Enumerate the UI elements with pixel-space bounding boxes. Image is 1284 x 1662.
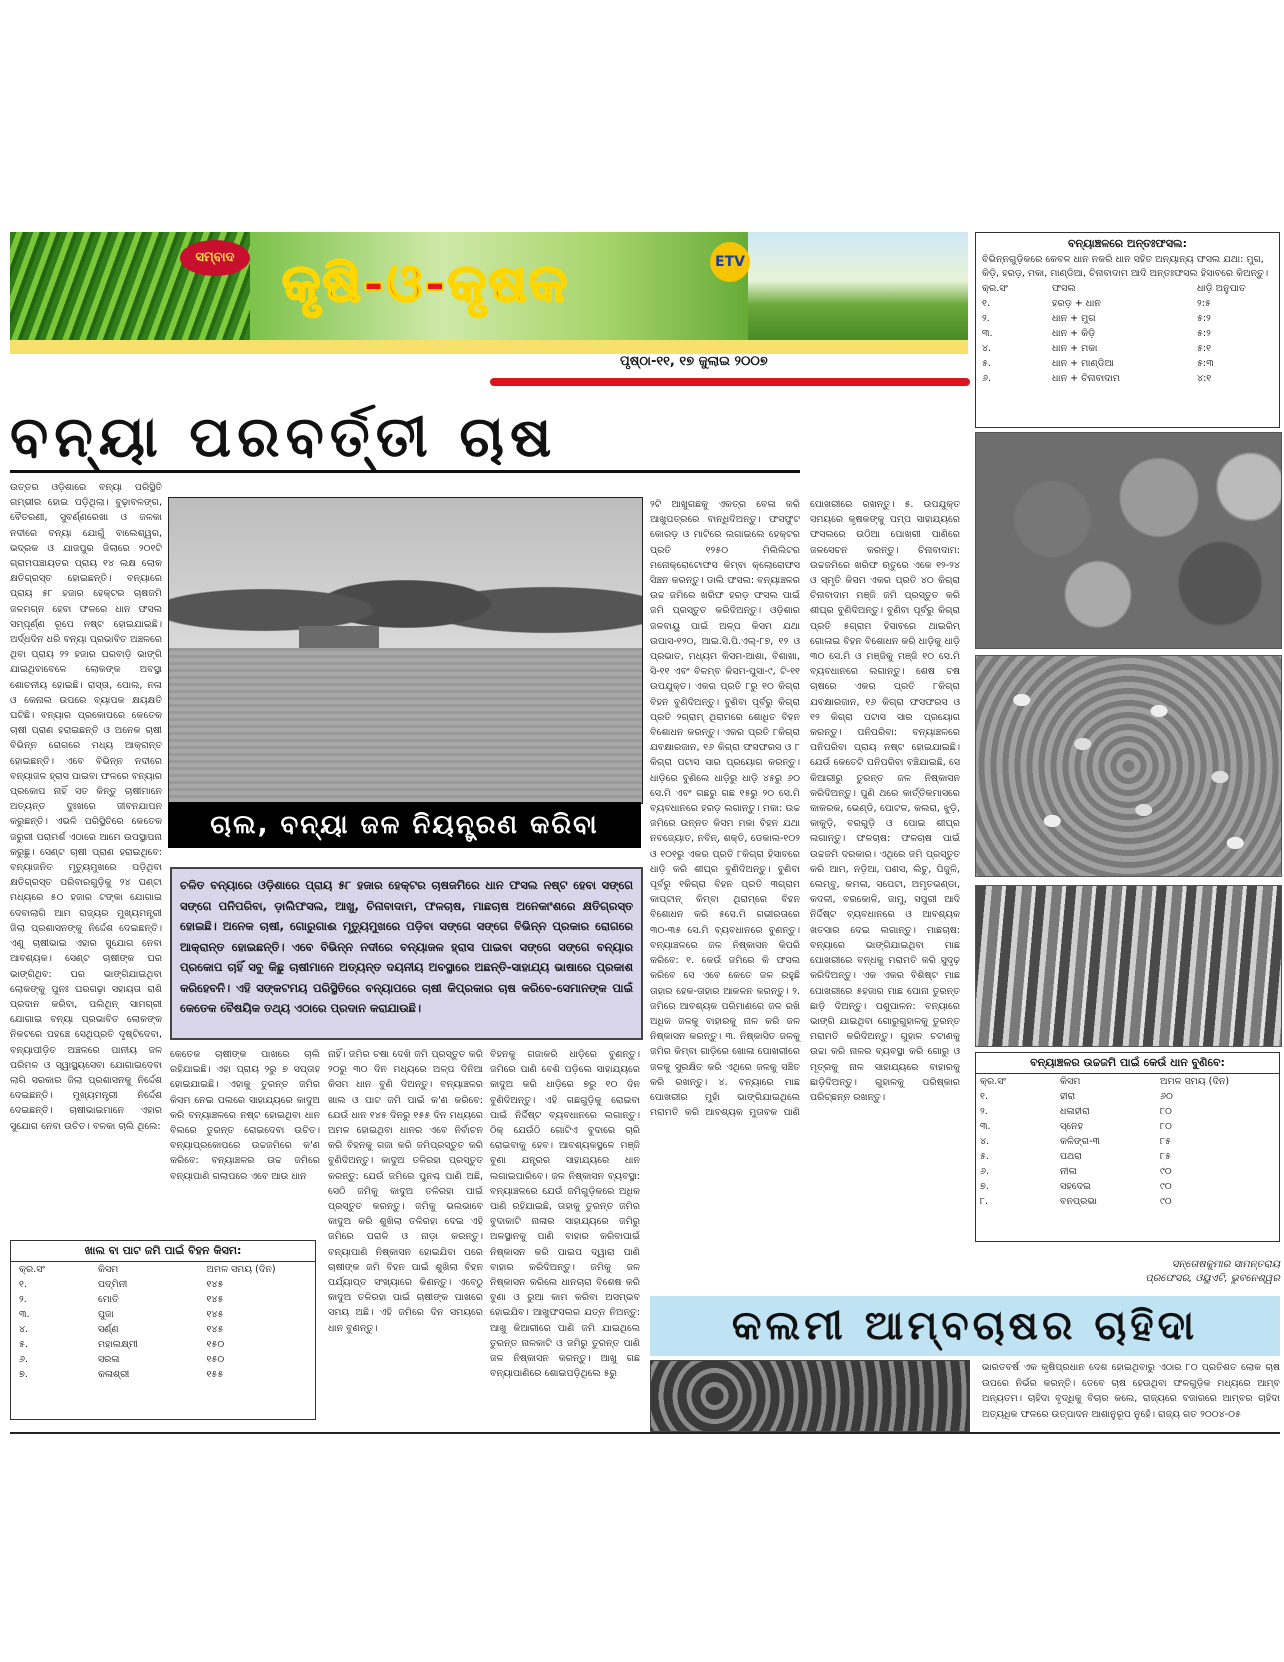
cell: ସର୍ଣ୍ଣ xyxy=(97,1324,119,1335)
mango-subheadline: କଲମୀ ଆମ୍ବଚାଷର ଚାହିଦା xyxy=(650,1296,1280,1356)
cell: ଧାନ + ମାଣ୍ଡିଆ xyxy=(1052,358,1114,369)
cell: ୫. xyxy=(19,1339,28,1350)
dateline: ପୃଷ୍ଠା-୧୧, ୧୭ ଜୁଲାଇ ୨୦୦୭ xyxy=(620,354,768,369)
cell: ୬. xyxy=(19,1354,28,1365)
cell: ସରଳା xyxy=(97,1354,120,1365)
cell: ୪. xyxy=(19,1324,29,1335)
table-row xyxy=(982,356,1273,371)
cell: ୯୦ xyxy=(1160,1196,1172,1207)
table-row xyxy=(982,371,1273,386)
cell: ୧୪୫ xyxy=(206,1294,224,1305)
upland-varieties-table xyxy=(975,1052,1280,1242)
cell: ୩. xyxy=(982,328,993,339)
cell: ପଥରା xyxy=(1060,1151,1082,1162)
cell: ୬. xyxy=(980,1166,989,1177)
table-row xyxy=(11,1292,315,1307)
table-row xyxy=(982,311,1273,326)
cell: ୫:୨ xyxy=(1197,328,1211,339)
cell: ୨:୫ xyxy=(1197,298,1211,309)
cell: ୫:୩ xyxy=(1197,358,1214,369)
article-column-3: ନାହିଁ। ଜମିର ଚଷା ଦେଖି ଜମି ପ୍ରସ୍ତୁତ କରି ୨୦ରୁ ୩୦ ଦିନ ମଧ୍ୟରେ ଅଳ୍ପ ଦିନିଆ କିସମ ଧାନ ବୁଣି ଦିଅନ୍ତୁ। ବନ୍ୟାଞ୍ଚଳର ଖାଲ ଓ ପାଟ ଜମି ପାଇଁ କ'ଣ କରିବେ: ଯେଉଁ ଧାନ ୧୪୫ ଦିନରୁ ୧୫୫ ଦିନ ମଧ୍ୟରେ ଅମଳ ହୋଇଥିବା ଧାନର ଏବେ ନିର୍ବାଚନ କରି ବିହନକୁ ଗଜା କରି ଜମିପ୍ରସ୍ତୁତ କରି ବୁଣିଦିଅନ୍ତୁ। କାଦୁଅ ତଳିରହା ପ୍ରସ୍ତୁତ କରନ୍ତୁ: ଯେଉଁ ଜମିରେ ପୁନଶ୍ଚ ପାଣି ଅଛି, ସେଠି ଜମିକୁ କାଦୁଅ ତଳିରହା ପାଇଁ ପ୍ରସ୍ତୁତ କରନ୍ତୁ। ଜମିକୁ ଭଲଭାବେ କାଦୁଅ କରି ଶୁଖିଲା ତଳିରହା ଦେଇ ଏହି ଜମିରେ ପରାଳି ଓ ନାଡ଼ା କରନ୍ତୁ। ବନ୍ୟାପାଣି ନିଷ୍କାସନ ହୋଇଯିବା ପରେ ଚାଷୀଙ୍କ ଜମି ବିହନ ପାଇଁ ଶୁଖିଲା ବିହନ ପର୍ଯ୍ୟାପ୍ତ ସଂଖ୍ୟାରେ କିଣନ୍ତୁ। ଏବେଠୁ କାଦୁଅ ତଳିରହା ପାଇଁ ଚାଷୀଙ୍କ ପାଖରେ ସମୟ ଅଛି। ଏହି ଜମିରେ ଦିନ ସମୟରେ ଧାନ ବୁଣନ୍ତୁ। xyxy=(328,1049,483,1334)
table-row xyxy=(11,1352,315,1367)
table-header-row xyxy=(976,1074,1279,1089)
author-byline xyxy=(975,1258,1280,1286)
table-row xyxy=(976,1179,1279,1194)
cell: ପଦ୍ମିନୀ xyxy=(97,1279,128,1290)
page-headline: ବନ୍ୟା ପରବର୍ତ୍ତୀ ଚାଷ xyxy=(10,404,558,470)
cell: ୨. xyxy=(980,1106,988,1117)
photo-floodwater xyxy=(169,648,642,803)
header-cell: ଅମଳ ସମୟ (ଦିନ) xyxy=(206,1264,276,1275)
mango-article-text: ଭାରତବର୍ଷ ଏକ କୃଷିପ୍ରଧାନ ଦେଶ ହୋଇଥିବାରୁ ଏଠାର ୮୦ ପ୍ରତିଶତ ଲୋକ ଚାଷ ଉପରେ ନିର୍ଭର କରନ୍ତି। ତେବେ ଚାଷ ହେଉଥିବା ଫଳଗୁଡ଼ିକ ମଧ୍ୟରେ ଆମ୍ବ ଅନ୍ୟତମ। ଚାହିଦା ବୃଦ୍ଧିକୁ ବିଚାର କଲେ, ରାଜ୍ୟରେ ବଜାରରେ ଆମ୍ବର ଚାହିଦା ଅତ୍ୟଧିକ ଫଳରେ ଉତ୍ପାଦନ ଆଶାନୁରୂପ ନୁହେଁ। ରାଜ୍ୟ ଗତ ୨୦୦୪-୦୫ xyxy=(982,1362,1280,1420)
cell: ୨. xyxy=(982,313,990,324)
cell: ଧଳାହୀରା xyxy=(1060,1106,1090,1117)
cell: ଧାନ + ମକା xyxy=(1052,343,1098,354)
cell: କଳାଶ୍ରୀ xyxy=(97,1369,130,1380)
cell: ୬. xyxy=(982,373,991,384)
mango-photo xyxy=(650,1360,970,1432)
cell: ଧାନ + କିଡ଼ି xyxy=(1052,328,1096,339)
farmer-ox-plough-graphic xyxy=(748,232,968,354)
table-title: ବନ୍ୟାଞ୍ଚଳରେ ଅନ୍ତଃଫସଲ: xyxy=(1068,237,1187,250)
page-bottom-rule xyxy=(10,1432,1280,1434)
cell: ମହାଲକ୍ଷ୍ମୀ xyxy=(97,1339,138,1350)
red-divider xyxy=(490,378,970,386)
cell: ହରଡ଼ + ଧାନ xyxy=(1052,298,1101,309)
cell: ୧୫୫ xyxy=(206,1369,224,1380)
table-row xyxy=(976,1164,1279,1179)
table-header-row xyxy=(982,281,1273,296)
cell: ୫. xyxy=(980,1151,989,1162)
article-column-2: କେତେକ ଚାଷୀଙ୍କ ପାଖରେ ଚାଲି ରହିଯାଇଛି। ଏହା ପ୍ରାୟ ୨ରୁ ୭ ସପ୍ତାହ ହୋଇଯାଇଛି। ଏହାକୁ ତୁରନ୍ତ ଜମିର କିସମ ନେଇ ପଲରେ ସାହାଯ୍ୟରେ କାଦୁଅ କରି ବନ୍ୟାଞ୍ଚଳରେ ନଷ୍ଟ ହୋଇଥିବା ଧାନ ବିଲରେ ତୁରନ୍ତ ରୋଇଦେବା ଉଚିତ। ବନ୍ୟାପ୍ରକୋପରେ ଉଚ୍ଚଜମିରେ କ'ଣ କରିବେ: ବନ୍ୟାଞ୍ଚଳର ଉଚ୍ଚ ଜମିରେ ବନ୍ୟାପାଣି ଗଲାପରେ ଏବେ ଆଉ ଧାନ xyxy=(170,1049,320,1182)
etv-logo: ETV xyxy=(710,242,750,282)
author-name: ସନ୍ତୋଷକୁମାର ସାମନ୍ତରାୟ xyxy=(1171,1259,1280,1270)
table-row xyxy=(976,1119,1279,1134)
table-row xyxy=(982,326,1273,341)
intro-box: ଚଳିତ ବନ୍ୟାରେ ଓଡ଼ିଶାରେ ପ୍ରାୟ ୫୮ ହଜାର ହେକ୍ଟର ଚାଷଜମିରେ ଧାନ ଫସଲ ନଷ୍ଟ ହେବା ସଙ୍ଗେ ସଙ୍ଗେ ପନିପରିବା, ଡ଼ାଲିଫସଲ, ଆଖୁ, ଚିନାବାଦାମ, ଫଳଚାଷ, ମାଛଚାଷ ଅନେକାଂଶରେ କ୍ଷତିଗ୍ରସ୍ତ ହୋଇଛି। ଅନେକ ଚାଷୀ, ଗୋରୁଗାଈ ମୃତ୍ୟୁମୁଖରେ ପଡ଼ିବା ସଙ୍ଗେ ସଙ୍ଗେ ବିଭିନ୍ନ ପ୍ରକାର ରୋଗରେ ଆକ୍ରାନ୍ତ ହୋଇଛନ୍ତି। ଏବେ ବିଭିନ୍ନ ନଦୀରେ ବନ୍ୟାଜଳ ହ୍ରାସ ପାଇବା ସଙ୍ଗେ ସଙ୍ଗେ ବନ୍ୟାର ପ୍ରକୋପ ଚାହିଁ ସବୁ କିଛୁ ଚାଷୀମାନେ ଅତ୍ୟନ୍ତ ଦୟନୀୟ ଅବସ୍ଥାରେ ଅଛନ୍ତି-ସାହାଯ୍ୟ ଭାଷାରେ ପ୍ରକାଶ କରିହେବନି। ଏହି ସଙ୍କଟମୟ ପରିସ୍ଥିତିରେ ବନ୍ୟାପରେ ଚାଷୀ କିପ୍ରକାର ଚାଷ କରିବେ-ସେମାନଙ୍କ ପାଇଁ କେତେକ ବୈଷୟିକ ତଥ୍ୟ ଏଠାରେ ପ୍ରଦାନ କରାଯାଉଛି। xyxy=(170,867,643,1040)
cell: ୮୫ xyxy=(1160,1151,1171,1162)
header-cell: ଧାଡ଼ି ଅନୁପାତ xyxy=(1197,283,1246,294)
table-row xyxy=(11,1367,315,1382)
table-row xyxy=(976,1104,1279,1119)
sugarcane-photo xyxy=(975,885,1282,1047)
cell: ୪. xyxy=(982,343,992,354)
cell: ଧାନ + ଚିନାବାଦାମ xyxy=(1052,373,1120,384)
cell: ୧୪୫ xyxy=(206,1324,224,1335)
cell: ସହଦେଇ xyxy=(1060,1181,1091,1192)
cell: ୭. xyxy=(19,1369,28,1380)
table-row xyxy=(976,1149,1279,1164)
table-row xyxy=(976,1089,1279,1104)
cell: ସ୍ନେହ xyxy=(1060,1121,1084,1132)
table-row xyxy=(11,1277,315,1292)
table-row xyxy=(976,1134,1279,1149)
article-column-1: ଉତ୍ତର ଓଡ଼ିଶାରେ ବନ୍ୟା ପରିସ୍ଥିତି ଗମ୍ଭୀର ହୋଇ ପଡ଼ିଥିଲା। ବୁଢ଼ାବଳଙ୍ଗ, ବୈତରଣୀ, ସୁବର୍ଣ୍ଣରେଖା ଓ ଜଳକା ନଦୀରେ ବନ୍ୟା ଯୋଗୁଁ ବାଲେଶ୍ୱର, ଭଦ୍ରକ ଓ ଯାଜପୁର ଜିଲାରେ ୨୦୧ଟି ଗ୍ରାମପଞ୍ଚାୟତର ପ୍ରାୟ ୧୪ ଲକ୍ଷ ଲୋକ କ୍ଷତିଗ୍ରସ୍ତ ହୋଇଛନ୍ତି। ବନ୍ୟାରେ ପ୍ରାୟ ୫୮ ହଜାର ହେକ୍ଟର ଚାଷଜମି ଜଳମଗ୍ନ ହେବା ଫଳରେ ଧାନ ଫସଲ ସମ୍ପୂର୍ଣ୍ଣ ରୂପେ ନଷ୍ଟ ହୋଇଯାଇଛି। ଅର୍ଦ୍ଧଦିନ ଧରି ବନ୍ୟା ପ୍ରଭାବିତ ଅଞ୍ଚଳରେ ଥିବା ପ୍ରାୟ ୨୨ ହଜାର ଘରବାଡ଼ି ଭାଙ୍ଗି ଯାଇଥିବାବେଳେ ଲୋକଙ୍କ ଅବସ୍ଥା ଶୋଚନୀୟ ହୋଇଛି। ରାସ୍ତା, ପୋଲ, ନଳା ଓ କେନାଲ ଉପରେ ବ୍ୟାପକ କ୍ଷୟକ୍ଷତି ଘଟିଛି। ବନ୍ୟାର ପ୍ରକୋପରେ କେତେକ ଚାଷୀ ପ୍ରାଣ ହରାଇଛନ୍ତି ଓ ଅନେକ ଚାଷୀ ବିଭିନ୍ନ ରୋଗରେ ମଧ୍ୟ ଆକ୍ରାନ୍ତ ହୋଇଛନ୍ତି। ଏବେ ବିଭିନ୍ନ ନଦୀରେ ବନ୍ୟାଜଳ ହ୍ରାସ ପାଇବା ଫଳରେ ବନ୍ୟାର ପ୍ରକୋପ ନାହିଁ ସତ କିନ୍ତୁ ଚାଷୀମାନେ ଅତ୍ୟନ୍ତ ଦୁଃଖରେ ଜୀବନଯାପନ କରୁଛନ୍ତି। ଏଭଳି ପରିସ୍ଥିତିରେ କେତେକ ଜରୁରୀ ପରାମର୍ଶ ଏଠାରେ ଆମେ ଉପସ୍ଥାପନା କରୁଛୁ। ସେଣ୍ଟ ଚାଷୀ ପ୍ରାଣ ହରାଇଥିବେ: ବନ୍ୟାଜନିତ ମୃତ୍ୟୁମୁଖରେ ପଡ଼ିଥିବା କ୍ଷତିଗ୍ରସ୍ତ ପରିବାରଗୁଡ଼ିକୁ ୨୪ ଘଣ୍ଟା ମଧ୍ୟରେ ୫୦ ହଜାର ଟଙ୍କା ଯୋଗାଇ ଦେବାଲାଗି ଆମ ରାଜ୍ୟର ମୁଖ୍ୟମନ୍ତ୍ରୀ ଜିଲା ପ୍ରଶାସନଙ୍କୁ ନିର୍ଦ୍ଦେଶ ଦେଇଛନ୍ତି। ଏଣୁ ଚାଷୀଭାଇ ଏହାର ସୁଯୋଗ ନେବା ଆବଶ୍ୟକ। ସେଣ୍ଟ ଚାଷୀଙ୍କ ଘର ଭାଙ୍ଗିଥିବ: ଘର ଭାଙ୍ଗିଯାଇଥିବା ଲୋକଙ୍କୁ ପୁନଃ ଘରଗଢ଼ା ସହାୟତା ରାଶି ପ୍ରଦାନ କରିବା, ପଲିଥିନ୍ ସାମଗ୍ରୀ ଯୋଗାଇ ବନ୍ୟା ପ୍ରଭାବିତ ଲୋକଙ୍କ ନିକଟରେ ପହଞ୍ଚେ ସେଥିପ୍ରତି ଦୃଷ୍ଟିଦେବା, ବନ୍ୟାପୀଡ଼ିତ ଅଞ୍ଚଳରେ ପାନୀୟ ଜଳ ପରିମଳ ଓ ସ୍ୱାସ୍ଥ୍ୟସେବା ଯୋଗାଇଦେବା ଲାଗି ସରକାର ଜିଲା ପ୍ରଶାସନକୁ ନିର୍ଦ୍ଦେଶ ଦେଇଛନ୍ତି। ମୁଖ୍ୟମନ୍ତ୍ରୀ ନିର୍ଦ୍ଦେଶ ଦେଇଛନ୍ତି। ଚାଷୀଭାଇମାନେ ଏହାର ସୁଯୋଗ ନେବା ଉଚିତ। ବଳକା ଚାଲି ଥିଲେ: xyxy=(10,482,162,1132)
sambad-brand: ସମ୍ବାଦ xyxy=(180,240,250,276)
header-cell: କ୍ର.ସଂ xyxy=(980,1076,1006,1087)
intercrop-table xyxy=(975,232,1280,428)
cell: ୬୦ xyxy=(1160,1091,1173,1102)
cell: ୧. xyxy=(980,1091,988,1102)
cell: ୪:୧ xyxy=(1197,373,1212,384)
banner-band xyxy=(10,340,968,354)
cell: ୧୫୦ xyxy=(206,1339,225,1350)
cell: ୧୪୫ xyxy=(206,1279,224,1290)
author-affiliation: ପ୍ରଫେସର, ଓୟୁଏଟି, ଭୁବନେଶ୍ୱର xyxy=(1145,1273,1280,1284)
cell: ୨. xyxy=(19,1294,27,1305)
cell: ବନପ୍ରଭା xyxy=(1060,1196,1097,1207)
table-header-row xyxy=(11,1262,315,1277)
masthead-banner xyxy=(10,232,968,354)
headline-rule xyxy=(10,470,800,473)
table-intro: ବିଭିନ୍ନଗୁଡ଼ିକରେ କେବଳ ଧାନ ନକରି ଧାନ ସହିତ ଅନ୍ୟାନ୍ୟ ଫସଲ ଯଥା: ମୁଗ, କିଡ଼ି, ହରଡ଼, ମକା, ମାଣ୍ଡିଆ, ଚିନାବାଦାମ ଆଦି ଅନ୍ତଃଫସଲ ହିସାବରେ କିଅନ୍ତୁ। xyxy=(982,254,1269,279)
cell: ୯୦ xyxy=(1160,1166,1172,1177)
groundnut-photo xyxy=(975,655,1282,877)
cell: ୫:୨ xyxy=(1197,313,1211,324)
cell: ୮୫ xyxy=(1160,1136,1171,1147)
table-row xyxy=(982,341,1273,356)
cell: ୮୦ xyxy=(1160,1106,1172,1117)
header-cell: କ୍ର.ସଂ xyxy=(982,283,1008,294)
table-row xyxy=(976,1194,1279,1209)
table-title: ବନ୍ୟାଞ୍ଚଳର ଉଚ୍ଚଜମି ପାଇଁ କେଉଁ ଧାନ ବୁଣିବେ: xyxy=(976,1053,1279,1074)
cell: ୮୦ xyxy=(1160,1121,1172,1132)
flood-photo xyxy=(168,497,643,804)
cell: ୩. xyxy=(19,1309,30,1320)
header-cell: କିସମ xyxy=(1060,1076,1081,1087)
cell: ଧାନ + ମୁଗ xyxy=(1052,313,1096,324)
vegetables-photo xyxy=(975,432,1282,649)
cell: ୫. xyxy=(982,358,991,369)
article-column-5: ୨ଟି ଆଖୁଗଛକୁ ଏକତ୍ର ବେଳା କରି ଆଖୁପତ୍ରରେ ବାନ୍ଧିଦିଅନ୍ତୁ। ଫସଫୁଟ କୋରଡ଼ ଓ ମାଟିରେ ଲଗାଇଲେ ହେକ୍ଟର ପ୍ରତି ୧୨୫୦ ମିଲିଲିଟର ମନୋକ୍ରୋଟୋଫସ କିମ୍ବା କ୍ଲୋରୋଫସ ସିଞ୍ଚନ କରନ୍ତୁ। ଡାଲି ଫସଲ: ବନ୍ୟାଞ୍ଚଳର ଉଚ୍ଚ ଜମିରେ ଖରିଫ ହରଡ଼ ଫସଲ ପାଇଁ ଜମି ପ୍ରସ୍ତୁତ କରିଦିଅନ୍ତୁ। ଓଡ଼ିଶାର ଜଳବାୟୁ ପାଇଁ ଅଳ୍ପ କିସମ ଯଥା ଉପାସ-୧୨୦, ଆଇ.ସି.ପି.ଏଲ୍-୮୭, ୧୨ ଓ ପ୍ରଭାତ, ମଧ୍ୟମ କିସମ-ଆଶା, ବିଶାଖା, ସି-୧୧ ଏବଂ ବିଳମ୍ବ କିସମ-ପୁସା-୯, ଟି-୧୧ ଉପଯୁକ୍ତ। ଏକର ପ୍ରତି ୮ରୁ ୧୦ କିଗ୍ରା ବିହନ ବୁଣିଦିଅନ୍ତୁ। ବୁଣିବା ପୂର୍ବରୁ କିଗ୍ରା ପ୍ରତି ୨ଗ୍ରାମ୍ ଥିରାମରେ ଶୋଧିତ ବିହନ ବିଶୋଧନ କରନ୍ତୁ। ଏକର ପ୍ରତି ୮କିଗ୍ରା ଯବକ୍ଷାରଜାନ, ୧୬ କିଗ୍ରା ଫସଫରସ ଓ ୮ କିଗ୍ରା ପଟାସ ସାର ପ୍ରୟୋଗ କରନ୍ତୁ। ଧାଡ଼ିରେ ବୁଣିଲେ ଧାଡ଼ିରୁ ଧାଡ଼ି ୪୫ରୁ ୬୦ ସେ.ମି ଏବଂ ଗଛରୁ ଗଛ ୧୫ରୁ ୨୦ ସେ.ମି ବ୍ୟବଧାନରେ ହରଡ଼ ଲଗାନ୍ତୁ। ମକା: ଉଚ୍ଚ ଜମିରେ ଉନ୍ନତ କିସମ ମକା ବିହନ ଯଥା ନବଜ୍ୟୋତ, ନବିନ୍, ଶକ୍ତି, ଡେକାଲ-୧୦୨ ଓ ୧୦୧ରୁ ଏକର ପ୍ରତି ୮କିଗ୍ରା ହିସାବରେ ଧାଡ଼ି କରି ଶୀଘ୍ର ବୁଣିଦିଅନ୍ତୁ। ବୁଣିବା ପୂର୍ବରୁ ୧କିଗ୍ରା ବିହନ ପ୍ରତି ୩ଗ୍ରାମ କାପ୍ଟାନ୍ କିମ୍ବା ଥିରାମ୍‌ରେ ବିହନ ବିଶୋଧନ କରି ୫ସେ.ମି ଗଭୀରତାରେ ୩୦-୩୫ ସେ.ମି ବ୍ୟବଧାନରେ ବୁଣନ୍ତୁ। ବନ୍ୟାଞ୍ଚଳରେ ଜଳ ନିଷ୍କାସନ କିପରି କରିବେ: ୧. କେଉଁ ଜମିରେ କି ଫସଲ କରିବେ ସେ ଏବେ କେତେ ଜଳ ରହୁଛି ତାହାର ହେକ-ତାହାର ଆକଳନ କରନ୍ତୁ। ୨. ଜମିରେ ଆବଶ୍ୟକ ପରିମାଣରେ ଜଳ ରଖି ଅଧିକ ଜଳକୁ ବାହାରକୁ ନାଳ କରି ଜଳ ନିଷ୍କାସନ କରନ୍ତୁ। ୩. ନିଷ୍କାସିତ ଜଳକୁ ଜମିର କିମ୍ବା ଗାଡ଼ିରେ ଖୋଳା ପୋଖରୀରେ ଜଳକୁ ସୁରକ୍ଷିତ କରି ଏଥିରେ ଜଳକୁ ସଞ୍ଚିତ କରି ରଖନ୍ତୁ। ୪. ବନ୍ୟାରେ ମାଛ ପୋଖରୀର ମୁହାଁ ଭାଙ୍ଗିଯାଇଥିଲେ ମରାମତି କରି ଆବଶ୍ୟକ ମୁତାବକ ପାଣି ପୋଖରୀରେ ରଖନ୍ତୁ। ୫. ଉପଯୁକ୍ତ ସମୟରେ କୃଷକଙ୍କୁ ପମ୍ପ ସାହାଯ୍ୟରେ ଫସଲରେ ଉଠିଆ ପୋଖରୀ ପାଣିରେ ଜଳସେଚନ କରନ୍ତୁ। ଚିନାବାଦାମ: ଉଚ୍ଚଜମିରେ ଖରିଫ ଋତୁରେ ଏକେ ୧୨-୨୪ ଓ ସ୍ମୃତି କିସମ ଏକର ପ୍ରତି ୪୦ କିଗ୍ରା ଚିନାବାଦାମ ମଞ୍ଜି ଜମି ପ୍ରସ୍ତୁତ କରି ଶୀଘ୍ର ବୁଣିଦିଅନ୍ତୁ। ବୁଣିବା ପୂର୍ବରୁ କିଗ୍ରା ପ୍ରତି ୫ଗ୍ରାମ ହିସାବରେ ଥାଇରିମ୍ ଗୋଳାଇ ବିହନ ବିଶୋଧନ କରି ଧାଡ଼ିକୁ ଧାଡ଼ି ୩୦ ସେ.ମି ଓ ମଞ୍ଜିକୁ ମଞ୍ଜି ୧୦ ସେ.ମି ବ୍ୟବଧାନରେ ଲଗାନ୍ତୁ। ଶେଷ ଚଷ ଚାଷରେ ଏକର ପ୍ରତି ୮କିଗ୍ରା ଯବକ୍ଷାରଜାନ, ୧୬ କିଗ୍ରା ଫସଫରସ ଓ ୧୨ କିଗ୍ରା ପଟାସ ସାର ପ୍ରୟୋଗ କରନ୍ତୁ। ପନିପରିବା: ବନ୍ୟାଞ୍ଚଳରେ ପନିପରିବା ପ୍ରାୟ ନଷ୍ଟ ହୋଇଯାଇଛି। ଯେଉଁ କେତେଟି ପନିପରିବା ବଞ୍ଚିଯାଇଛି, ସେ କିଆରୀରୁ ତୁରନ୍ତ ଜଳ ନିଷ୍କାସନ କରିଦିଅନ୍ତୁ। ପୁଣି ଥରେ କାର୍ତ୍ତିକମାସରେ କାକରକ, ଭେଣ୍ଡି, ପୋଟଳ, କଲରା, ଝୁଡ଼ି, କାକୁଡ଼ି, ବରଗୁଡ଼ି ଓ ପୋଇ ଶୀଘ୍ର ଲଗାନ୍ତୁ। ଫଳଚାଷ: ଫଳଚାଷ ପାଇଁ ଉଚ୍ଚଜମି ଦରକାର। ଏଥିରେ ଜମି ପ୍ରସ୍ତୁତ କରି ଆମ, ନଡ଼ିଆ, ପଣସ, ଲିଚୁ, ପିଜୁଳି, ଲେମ୍ବୁ, କମଳା, ସପେଟା, ଅମୃତଭଣ୍ଡା, କଦଳୀ, ବରକୋଳି, ଜାମୁ, ସପୁରୀ ଆଦି ନିର୍ଦ୍ଦିଷ୍ଟ ବ୍ୟବଧାନରେ ଓ ଆବଶ୍ୟକ ଖତସାର ଦେଇ ଲଗାନ୍ତୁ। ମାଛଚାଷ: ବନ୍ୟାରେ ଭାଙ୍ଗିଯାଇଥିବା ମାଛ ପୋଖରୀରେ ବନ୍ଧକୁ ମରାମତି କରି ସୁଦୃଢ଼ କରିଦିଅନ୍ତୁ। ଏକ ଏକର ବିଶିଷ୍ଟ ମାଛ ପୋଖରୀରେ ୫ହଜାର ମାଛ ପୋନା ତୁରନ୍ତ ଛାଡ଼ି ଦିଅନ୍ତୁ। ପଶୁପାଳନ: ବନ୍ୟାରେ ଭାଙ୍ଗି ଯାଇଥିବା ଗୋରୁଗୁହାଳକୁ ତୁରନ୍ତ ମରାମତି କରିଦିଅନ୍ତୁ। ଗୁହାଳ ଚଟାଣକୁ ଉଚ୍ଚା କରି ନାଳର ବ୍ୟବସ୍ଥା କରି ଗୋରୁ ଓ ମୂତ୍ରକୁ ନାଳ ସାହାଯ୍ୟରେ ବାହାରକୁ ଛାଡ଼ିଦିଅନ୍ତୁ। ଗୁହାଳକୁ ପରିଷ୍କାର ପରିଚ୍ଛନ୍ନ ରଖନ୍ତୁ। xyxy=(650,499,960,1119)
table-row xyxy=(11,1337,315,1352)
table-row xyxy=(11,1307,315,1322)
cell: ୭. xyxy=(980,1181,989,1192)
cell: ୧. xyxy=(19,1279,27,1290)
cell: ୧. xyxy=(982,298,990,309)
photo-trees xyxy=(169,538,642,658)
cell: ୮. xyxy=(980,1196,988,1207)
table-title: ଖାଲ ବା ପାଟ ଜମି ପାଇଁ ବିହନ କିସମ: xyxy=(11,1241,315,1262)
masthead-title: କୃଷି-ଓ-କୃଷକ xyxy=(282,254,570,314)
cell: ପୁଜା xyxy=(97,1309,114,1320)
cell: କଳିଙ୍ଗ-୩ xyxy=(1060,1136,1100,1147)
header-cell: ଅମଳ ସମୟ (ଦିନ) xyxy=(1160,1076,1230,1087)
cell: ମୋତି xyxy=(97,1294,119,1305)
cell: ୯୦ xyxy=(1160,1181,1172,1192)
cell: ୧୪୫ xyxy=(206,1309,224,1320)
cell: ୫:୧ xyxy=(1197,343,1212,354)
photo-submerged-house xyxy=(299,626,379,648)
lowland-varieties-table xyxy=(10,1240,316,1420)
cell: ୩. xyxy=(980,1121,991,1132)
cell: ୧୫୦ xyxy=(206,1354,225,1365)
table-row xyxy=(11,1322,315,1337)
cell: ହୀରା xyxy=(1060,1091,1076,1102)
table-row xyxy=(982,296,1273,311)
header-cell: କ୍ର.ସଂ xyxy=(19,1264,45,1275)
header-cell: ଫସଲ xyxy=(1052,283,1076,294)
article-column-4: ବିହନକୁ ଗଜାକରି ଧାଡ଼ିରେ ବୁଣନ୍ତୁ। ଜମିରେ ପାଣି ବେଶି ପଡ଼ିଲେ ସାହାଯ୍ୟରେ କାଦୁଅ କରି ଧାଡ଼ିରେ ୭ରୁ ୧୦ ଦିନ ବୁଣିଦିଅନ୍ତୁ। ଏହି ଗଛଗୁଡ଼ିକୁ ରୋଇବା ପାଇଁ ନିର୍ଦ୍ଦିଷ୍ଟ ବ୍ୟବଧାନରେ ଲଗାନ୍ତୁ। ଠିକ୍ ଯେଉଁଠି ଗୋଟିଏ ବୁଦାରେ ଚାରି ରୋଇବାକୁ ହେବ। ଆବଶ୍ୟକସ୍ଥଳେ ମଞ୍ଜି ବୁଣା ଯନ୍ତ୍ରର ସାହାଯ୍ୟରେ ଧାନ ଲଗାଇପାରିବେ। ଜଳ ନିଷ୍କାସନ ବ୍ୟବସ୍ଥା: ବନ୍ୟାଞ୍ଚଳରେ ଯେଉଁ ଜମିଗୁଡ଼ିକରେ ଅଧିକ ପାଣି ରହିଯାଇଛି, ତାହାକୁ ତୁରନ୍ତ ଜମିର ବୁଦାକାଟି ନାଳାର ସାହାଯ୍ୟରେ ଜମିରୁ ଅଳସ୍ଥାନକୁ ପାଣି ବାହାର କରିବାପାଇଁ ନିଷ୍କାସନ କରି ପାଇପ ଦ୍ୱାରା ପାଣି ବାହାର କରିଦିଅନ୍ତୁ। ଜମିକୁ ଜଳ ନିଷ୍କାସନ କରିଲେ ଧାନଚାରା ବିଶେଷ କରି ବୁଣା ଓ ରୁଆ କାମ କରିବା ଅସମ୍ଭବ ହୋଇଯିବ। ଆଖୁଫସଲର ଯତ୍ନ ନିଅନ୍ତୁ: ଆଖୁ କିଆରୀରେ ପାଣି ଜମି ଯାଇଥିଲେ ତୁରନ୍ତ ନାଳକାଟି ଓ ଜମିରୁ ତୁରନ୍ତ ପାଣି ଜଳ ନିଷ୍କାସନ କରନ୍ତୁ। ଆଖୁ ଗଛ ବନ୍ୟାପାଣିରେ ଶୋଇପଡ଼ିଥିଲେ ୫ରୁ xyxy=(490,1049,640,1380)
cell: ନୀଳା xyxy=(1060,1166,1077,1177)
cell: ୪. xyxy=(980,1136,990,1147)
photo-caption: ଚାଲ, ବନ୍ୟା ଜଳ ନିୟନ୍ତ୍ରଣ କରିବା xyxy=(168,802,641,848)
header-cell: କିସମ xyxy=(97,1264,119,1275)
